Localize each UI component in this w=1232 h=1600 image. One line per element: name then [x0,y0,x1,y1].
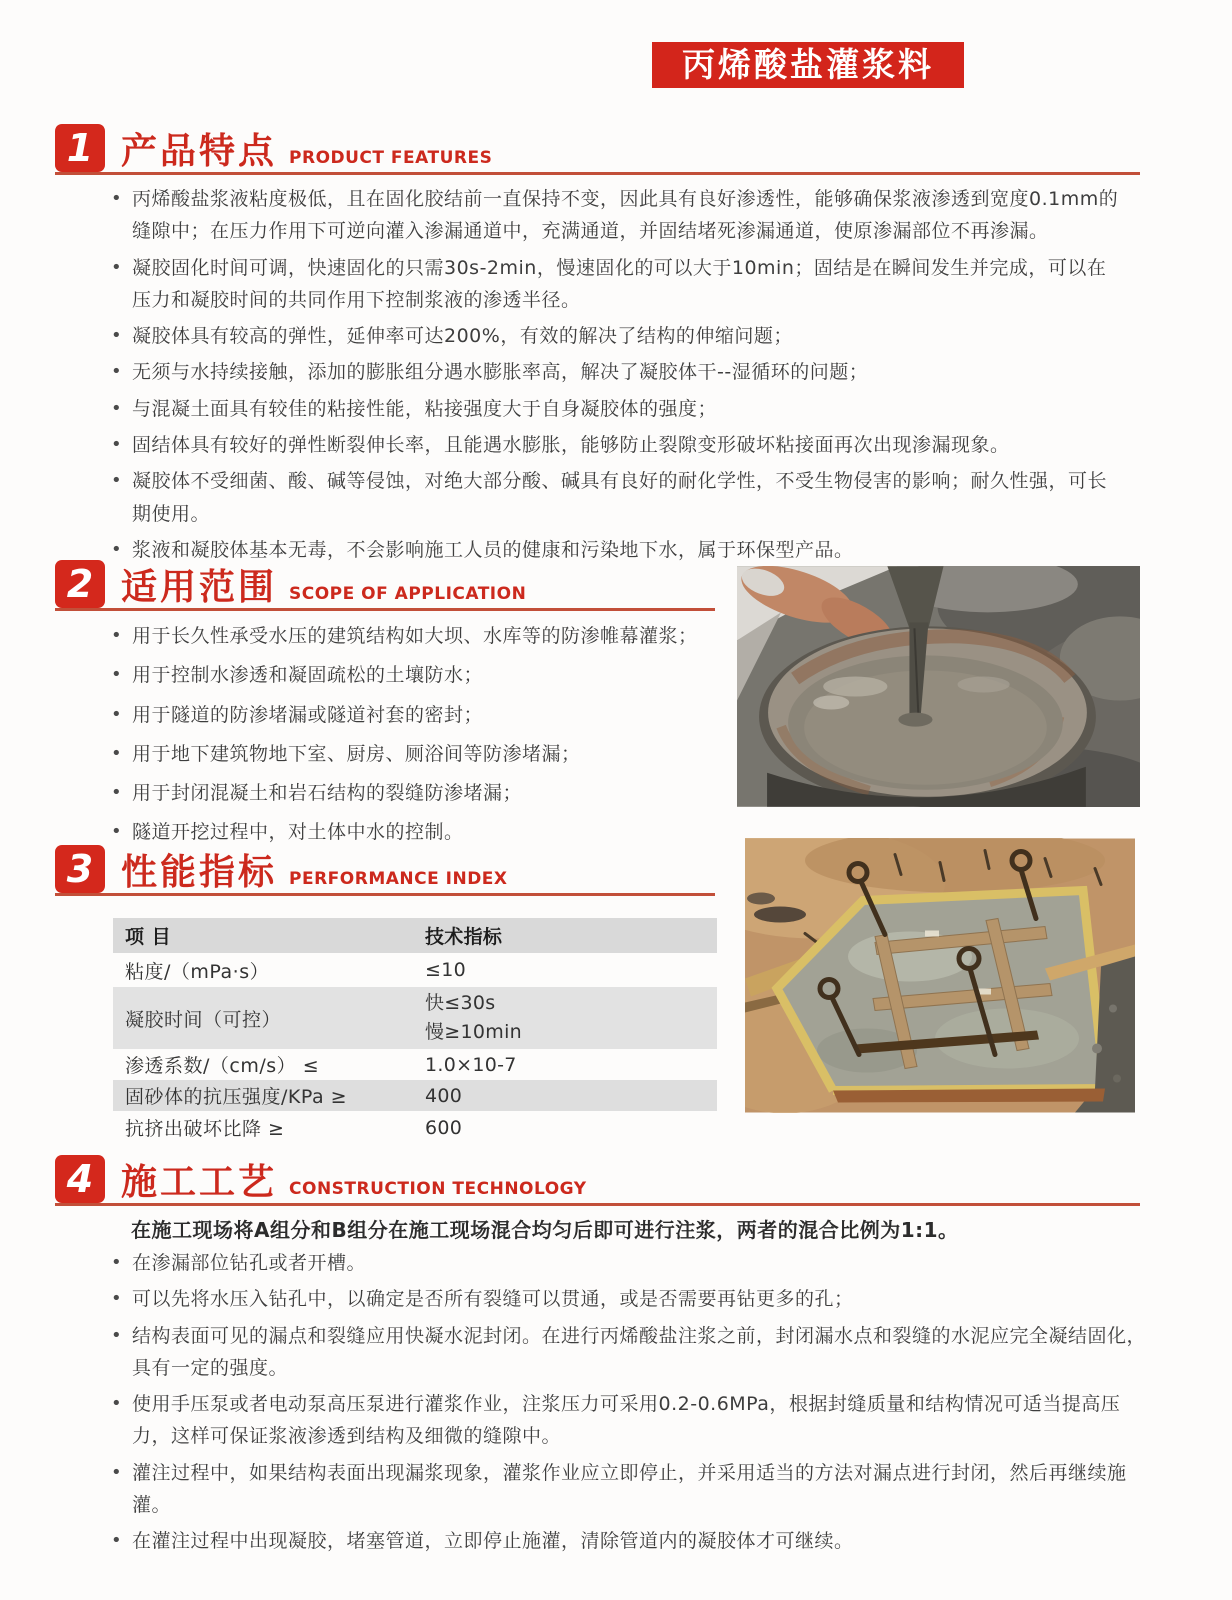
section-number-badge: 1 [55,124,105,172]
formwork-grouting-photo [745,838,1135,1113]
list-item: • 与混凝土面具有较佳的粘接性能，粘接强度大于自身凝胶体的强度； [105,393,1125,425]
section-title-en: PERFORMANCE INDEX [289,869,508,889]
section-header-performance [55,843,715,896]
construction-intro: 在施工现场将A组分和B组分在施工现场混合均匀后即可进行注浆，两者的混合比例为1:1。 [131,1218,959,1242]
grout-mixing-photo [737,566,1140,807]
section-number-badge: 4 [55,1155,105,1203]
list-item: • 灌注过程中，如果结构表面出现漏浆现象，灌浆作业应立即停止，并采用适当的方法对漏点进行封闭，然后再继续施灌。 [105,1457,1150,1522]
list-item: • 凝胶体具有较高的弹性，延伸率可达200%，有效的解决了结构的伸缩问题； [105,320,1125,352]
cell-label: 固砂体的抗压强度/KPa ≥ [125,1086,348,1108]
list-item: • 可以先将水压入钻孔中，以确定是否所有裂缝可以贯通，或是否需要再钻更多的孔； [105,1283,1150,1315]
list-item: • 无须与水持续接触，添加的膨胀组分遇水膨胀率高，解决了凝胶体干--湿循环的问题； [105,356,1125,388]
scope-list [105,620,720,856]
list-item: • 丙烯酸盐浆液粘度极低，且在固化胶结前一直保持不变，因此具有良好渗透性，能够确保浆液渗透到宽度0.1mm的缝隙中；在压力作用下可逆向灌入渗漏通道中，充满通道，并固结堵死渗漏通道，使原渗漏部位不再渗漏。 [105,183,1125,248]
list-item: • 用于隧道的防渗堵漏或隧道衬套的密封； [105,699,720,731]
header-cell-index: 技术指标 [425,926,503,948]
table-row [113,1080,717,1111]
section-number-badge: 2 [55,560,105,608]
section-title-zh: 施工工艺 [121,1162,278,1203]
list-item: • 用于地下建筑物地下室、厨房、厕浴间等防渗堵漏； [105,738,720,770]
cell-value: ≤10 [425,959,466,981]
cell-label: 凝胶时间（可控） [125,1008,282,1031]
cell-value-line: 慢≥10min [425,1021,523,1043]
section-number-badge: 3 [55,845,105,893]
section-title-en: PRODUCT FEATURES [289,148,493,168]
list-item: • 在渗漏部位钻孔或者开槽。 [105,1247,1150,1279]
list-item: • 使用手压泵或者电动泵高压泵进行灌浆作业，注浆压力可采用0.2-0.6MPa，根据封缝质量和结构情况可适当提高压力，这样可保证浆液渗透到结构及细微的缝隙中。 [105,1388,1150,1453]
cell-value-line: 快≤30s [425,991,496,1014]
cell-label: 抗挤出破坏比降 ≥ [125,1118,285,1140]
list-item: • 用于控制水渗透和凝固疏松的土壤防水； [105,659,720,691]
list-item: • 凝胶固化时间可调，快速固化的只需30s-2min，慢速固化的可以大于10min；固结是在瞬间发生并完成，可以在压力和凝胶时间的共同作用下控制浆液的渗透半径。 [105,252,1125,317]
title-banner: 丙烯酸盐灌浆料 [652,42,964,88]
list-item: • 用于封闭混凝土和岩石结构的裂缝防渗堵漏； [105,777,720,809]
section-title-zh: 产品特点 [121,131,278,172]
list-item: • 隧道开挖过程中，对土体中水的控制。 [105,816,720,848]
list-item: • 固结体具有较好的弹性断裂伸长率，且能遇水膨胀，能够防止裂隙变形破坏粘接面再次出现渗漏现象。 [105,429,1125,461]
cell-value: 600 [425,1116,463,1139]
cell-label: 粘度/（mPa·s） [125,960,270,983]
construction-list [105,1247,1150,1562]
list-item: • 浆液和凝胶体基本无毒，不会影响施工人员的健康和污染地下水，属于环保型产品。 [105,534,1125,566]
section-title-en: SCOPE OF APPLICATION [289,584,527,604]
cell-value: 400 [425,1084,463,1107]
cell-value [425,989,717,1048]
performance-table [113,918,717,1144]
list-item: • 在灌注过程中出现凝胶，堵塞管道，立即停止施灌，清除管道内的凝胶体才可继续。 [105,1525,1150,1557]
list-item: • 结构表面可见的漏点和裂缝应用快凝水泥封闭。在进行丙烯酸盐注浆之前，封闭漏水点和裂缝的水泥应完全凝结固化，具有一定的强度。 [105,1320,1150,1385]
section-title-zh: 性能指标 [121,852,278,893]
section-title-zh: 适用范围 [121,567,278,608]
list-item: • 用于长久性承受水压的建筑结构如大坝、水库等的防渗帷幕灌浆； [105,620,720,652]
section-header-features [55,122,1140,175]
list-item: • 凝胶体不受细菌、酸、碱等侵蚀，对绝大部分酸、碱具有良好的耐化学性，不受生物侵害的影响；耐久性强，可长期使用。 [105,465,1125,530]
section-title-en: CONSTRUCTION TECHNOLOGY [289,1179,587,1199]
table-row [113,953,717,987]
section-header-construction [55,1153,1140,1206]
section-header-scope [55,558,715,611]
cell-value: 1.0×10-7 [425,1053,517,1076]
cell-label: 渗透系数/（cm/s） ≤ [125,1055,320,1077]
table-header-row [113,918,717,953]
table-row [113,1049,717,1080]
table-row [113,1111,717,1144]
header-cell-item: 项 目 [125,926,172,948]
table-row [113,987,717,1049]
features-list [105,183,1125,570]
